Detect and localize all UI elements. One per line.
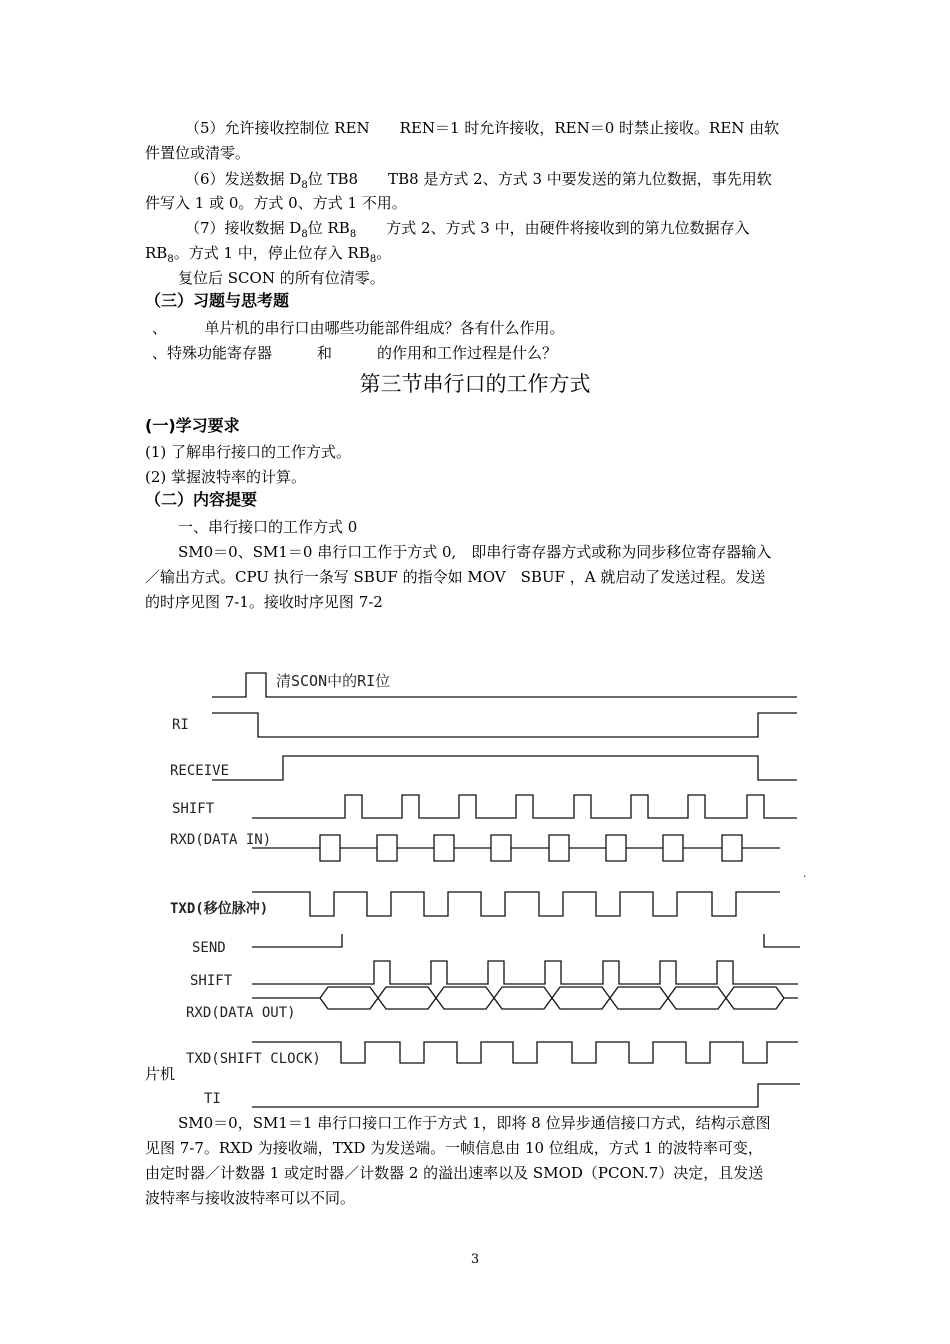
- wave-txd-rx: [252, 892, 780, 916]
- wave-ri: [212, 713, 797, 737]
- label-shift-rx: SHIFT: [172, 801, 215, 817]
- heading-requirements: (一)学习要求: [145, 416, 240, 435]
- requirement-2: (2) 掌握波特率的计算。: [145, 468, 307, 486]
- para-5-line1: （5）允许接收控制位 REN REN＝1 时允许接收，REN＝0 时禁止接收。REN 由软: [185, 119, 780, 137]
- wave-receive: [212, 756, 797, 780]
- para-6-text-b: 位 TB8 TB8 是方式 2、方式 3 中要发送的第九位数据，事先用软: [307, 170, 772, 188]
- label-shift-tx: SHIFT: [190, 973, 233, 989]
- wave-send: [252, 934, 800, 947]
- label-ti: TI: [204, 1091, 221, 1107]
- mode1-line1: SM0＝0，SM1＝1 串行口接口工作于方式 1，即将 8 位异步通信接口方式，结构示意图: [178, 1114, 771, 1132]
- mode0-title: 一、串行接口的工作方式 0: [178, 518, 358, 536]
- para-7-text-b: 位 RB: [307, 219, 350, 237]
- page-number: 3: [470, 1252, 480, 1267]
- para-7-sub-3: 8: [167, 254, 174, 265]
- heading-exercises: （三）习题与思考题: [145, 291, 290, 310]
- para-5-line2: 件置位或清零。: [145, 144, 251, 162]
- requirement-1: (1) 了解串行接口的工作方式。: [145, 443, 352, 461]
- wave-shift-rx: [252, 795, 797, 818]
- label-receive: RECEIVE: [170, 763, 230, 779]
- question-1: 、 单片机的串行口由哪些功能部件组成？各有什么作用。: [152, 319, 565, 337]
- wave-txd-tx: [252, 1042, 798, 1063]
- label-ri: RI: [172, 717, 189, 733]
- wave-rxd-in: [252, 835, 780, 861]
- mode1-line4: 波特率与接收波特率可以不同。: [145, 1189, 356, 1207]
- wave-shift-tx: [252, 961, 798, 984]
- section-title: 第三节串行口的工作方式: [359, 372, 591, 396]
- label-rxd-out: RXD(DATA OUT): [186, 1005, 296, 1021]
- para-7-text-e: 。方式 1 中，停止位存入 RB: [173, 244, 370, 262]
- timing-diagram: [160, 665, 820, 1115]
- para-6-line1: [185, 169, 772, 196]
- para-7-text-d: RB: [145, 244, 168, 262]
- para-6-subscript: 8: [301, 180, 308, 191]
- para-7-line2: [145, 243, 391, 270]
- para-7-sub-2: 8: [349, 229, 357, 240]
- para-7-line1: [185, 218, 750, 245]
- para-7-sub-1: 8: [301, 229, 308, 240]
- para-6-text-a: （6）发送数据 D: [185, 170, 302, 188]
- label-send: SEND: [192, 940, 226, 956]
- stray-mark-1: .: [802, 870, 808, 880]
- para-6-line2: 件写入 1 或 0。方式 0、方式 1 不用。: [145, 194, 407, 212]
- mode1-line3: 由定时器／计数器 1 或定时器／计数器 2 的溢出速率以及 SMOD（PCON.7）决定，且发送: [145, 1164, 764, 1182]
- mode1-line2: 见图 7-7。RXD 为接收端，TXD 为发送端。一帧信息由 10 位组成，方式 1 的波特率可变，: [145, 1139, 763, 1157]
- para-7-text-c: 方式 2、方式 3 中，由硬件将接收到的第九位数据存入: [356, 219, 750, 237]
- mode0-line2: ／输出方式。CPU 执行一条写 SBUF 的指令如 MOV SBUF ，A 就启动了发送过程。发送: [145, 568, 766, 586]
- wave-ti: [252, 1084, 800, 1107]
- question-2: 、特殊功能寄存器 和 的作用和工作过程是什么？: [152, 344, 558, 362]
- mode0-line3: 的时序见图 7-1。接收时序见图 7-2: [145, 593, 383, 611]
- label-rxd-in: RXD(DATA IN): [170, 832, 272, 848]
- wave-rxd-out: [252, 987, 798, 1009]
- side-label: 片机: [145, 1065, 176, 1083]
- label-txd-rx: TXD(移位脉冲): [170, 901, 269, 917]
- heading-content: （二）内容提要: [145, 490, 258, 509]
- para-7-sub-4: 8: [369, 254, 377, 265]
- para-7-text-f: 。: [376, 244, 392, 262]
- mode0-line1: SM0＝0、SM1＝0 串行口工作于方式 0, 即串行寄存器方式或称为同步移位寄存器输入: [178, 543, 772, 561]
- label-txd-tx: TXD(SHIFT CLOCK): [186, 1051, 321, 1067]
- annotation-clear-ri: 清SCON中的RI位: [276, 672, 391, 690]
- para-7-text-a: （7）接收数据 D: [185, 219, 302, 237]
- reset-note: 复位后 SCON 的所有位清零。: [178, 269, 385, 287]
